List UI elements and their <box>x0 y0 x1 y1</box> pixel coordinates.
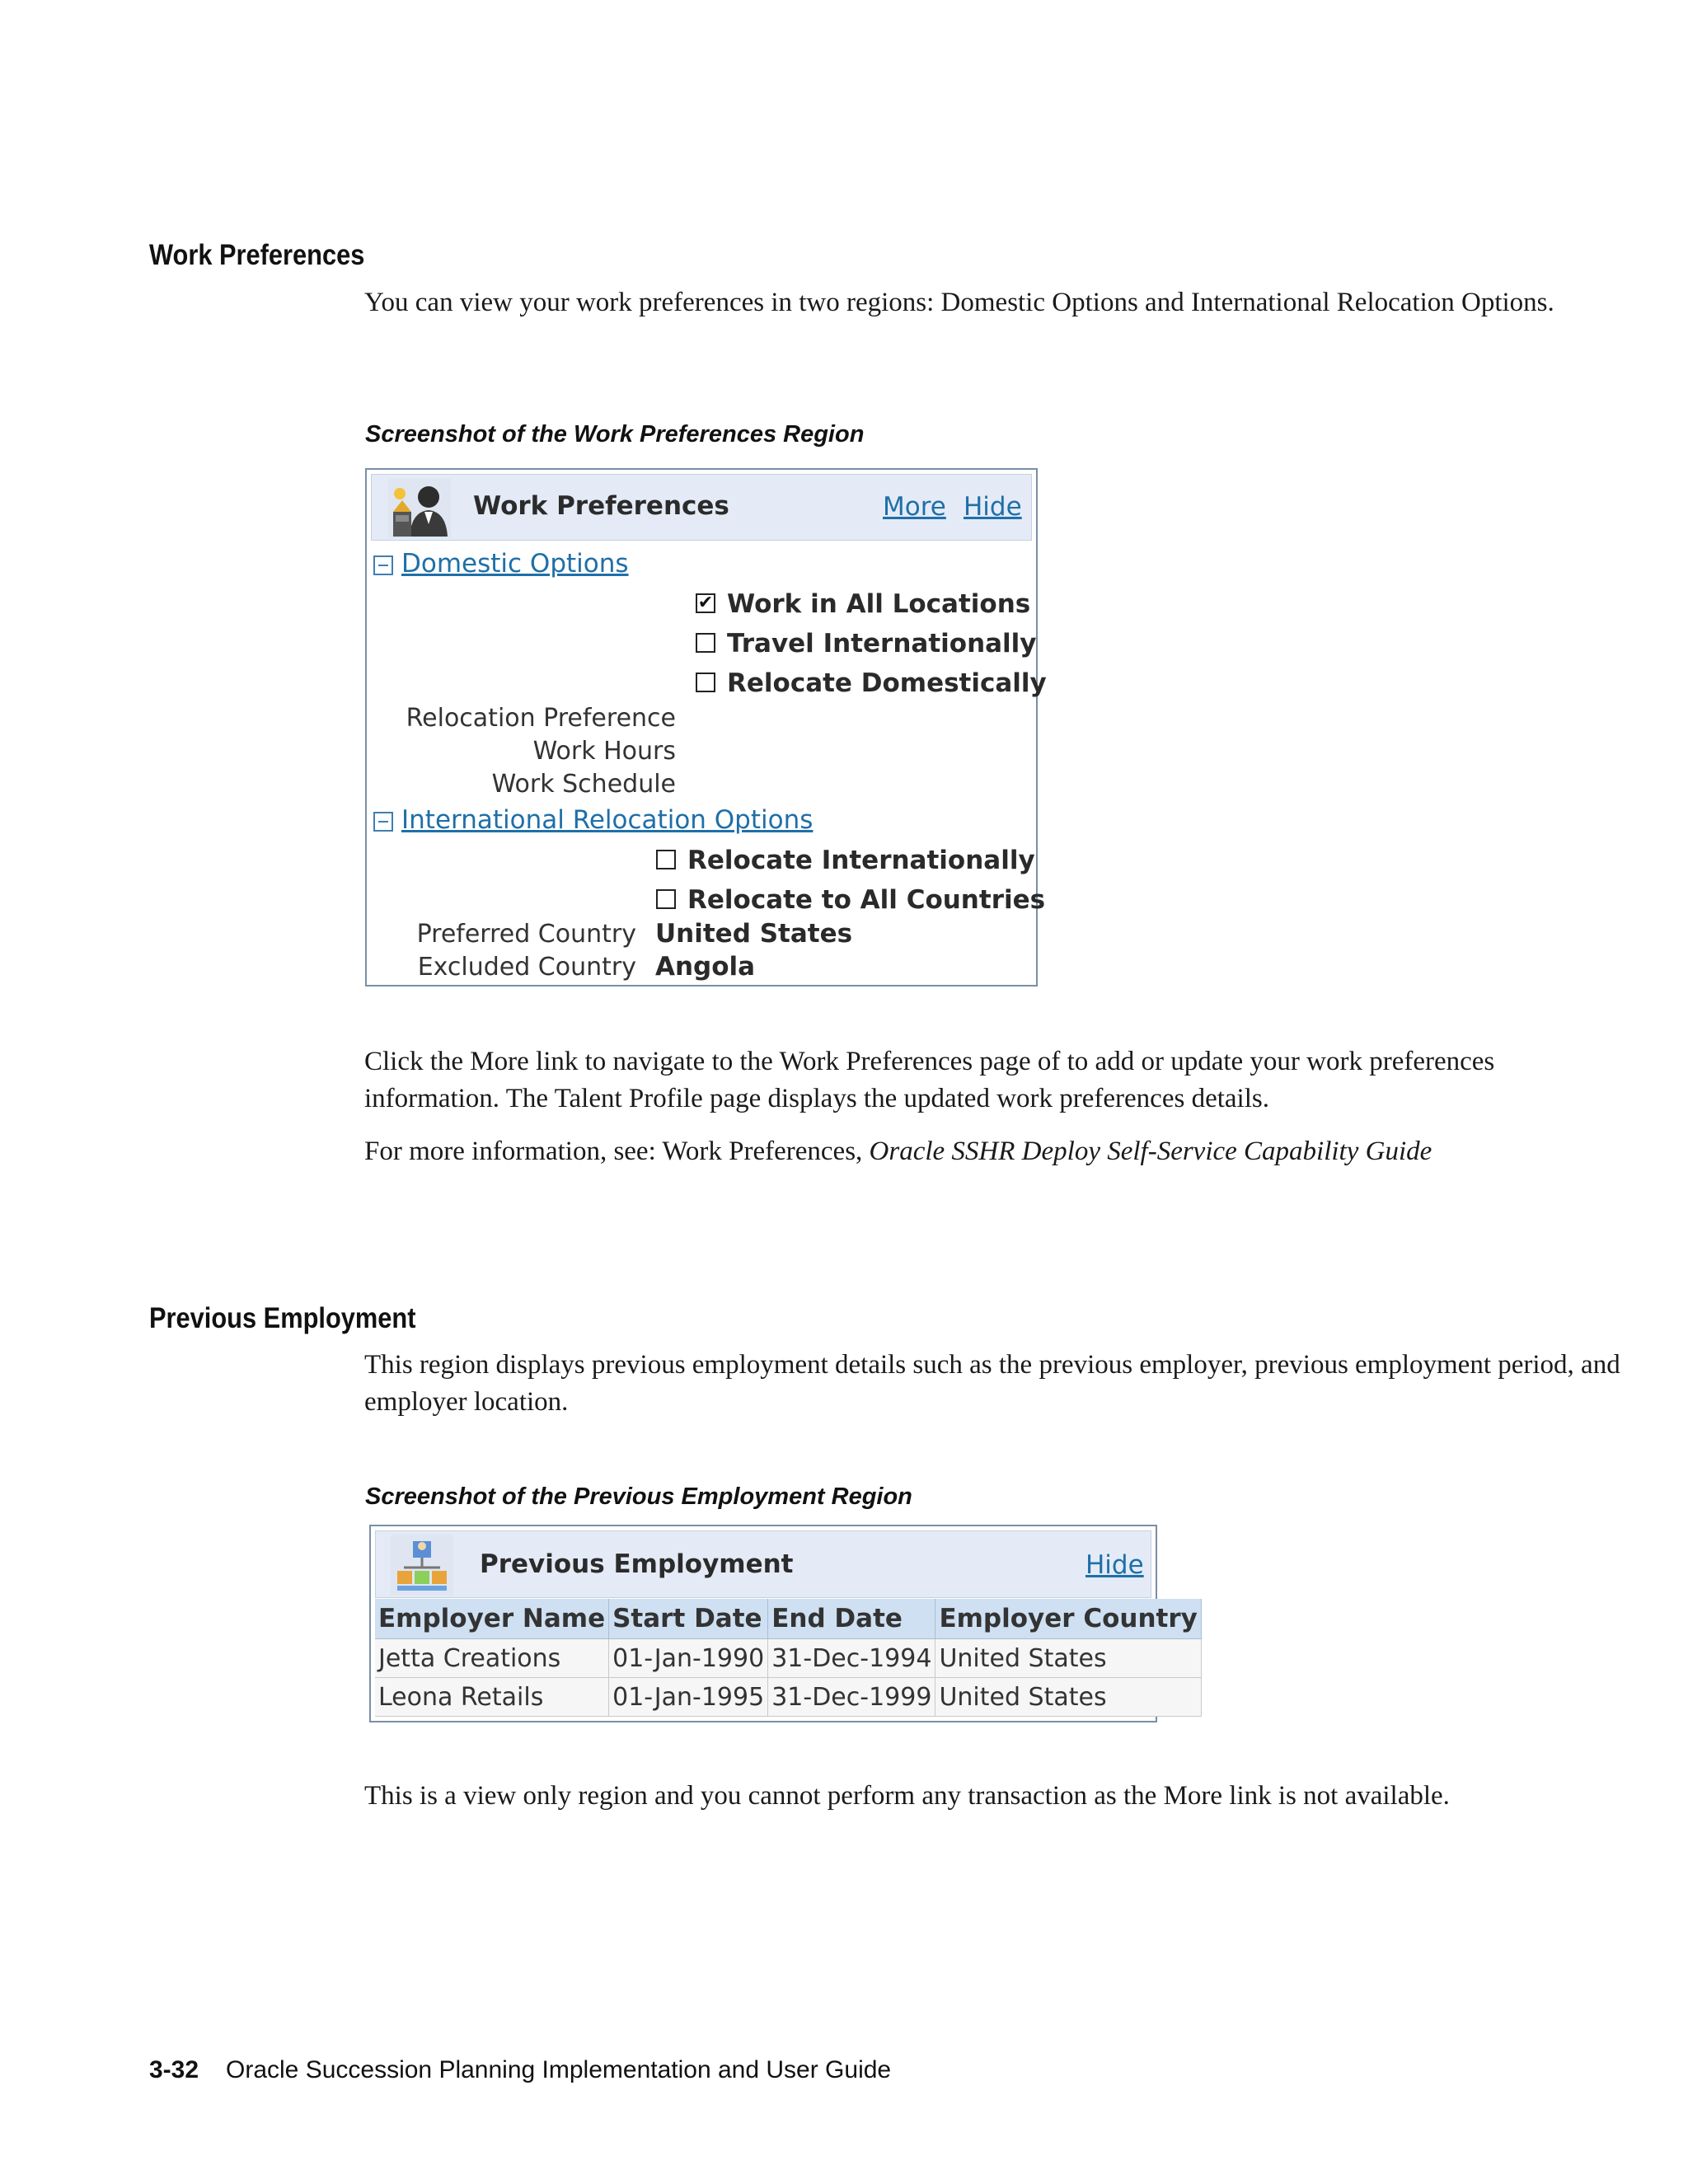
cell-start-date: 01-Jan-1995 <box>609 1678 768 1717</box>
previous-employment-table <box>375 1599 1202 1717</box>
region-header <box>375 1530 1151 1598</box>
field-value-preferred-country: United States <box>655 919 853 949</box>
field-label-preferred-country: Preferred Country <box>416 920 636 949</box>
international-relocation-options-link[interactable]: International Relocation Options <box>401 805 814 835</box>
checkbox-label-work-all-locations: Work in All Locations <box>727 589 1031 619</box>
page-number: 3-32 <box>149 2056 199 2083</box>
table-row <box>375 1678 1201 1717</box>
hide-link[interactable]: Hide <box>964 492 1022 522</box>
checkbox-label-travel-internationally: Travel Internationally <box>727 629 1037 658</box>
more-link-description: Click the More link to navigate to the Work Preferences page of to add or update your work preferences information. The Talent Profile page displays the updated work preferences details. <box>364 1047 1495 1113</box>
cell-employer-name: Jetta Creations <box>375 1639 609 1678</box>
checkbox-label-relocate-all-countries: Relocate to All Countries <box>687 885 1046 915</box>
more-information-reference <box>364 1133 1625 1170</box>
domestic-options-link[interactable]: Domestic Options <box>401 549 629 579</box>
field-label-work-hours: Work Hours <box>532 737 676 766</box>
checkbox-icon[interactable] <box>656 850 676 869</box>
table-header-row <box>375 1599 1201 1639</box>
section-heading-work-preferences: Work Preferences <box>149 239 365 271</box>
reference-guide-title: Oracle SSHR Deploy Self-Service Capability Guide <box>869 1137 1432 1166</box>
region-title: Work Preferences <box>473 491 729 521</box>
more-link[interactable]: More <box>883 492 946 522</box>
field-label-excluded-country: Excluded Country <box>417 953 636 982</box>
field-label-relocation-preference: Relocation Preference <box>406 704 676 733</box>
checkbox-icon[interactable] <box>696 673 715 692</box>
checkbox-label-relocate-internationally: Relocate Internationally <box>687 846 1035 875</box>
field-label-work-schedule: Work Schedule <box>491 770 676 799</box>
checkbox-icon[interactable] <box>696 593 715 613</box>
work-preferences-body <box>364 1043 1625 1186</box>
reference-prefix: For more information, see: Work Preferences, <box>364 1137 870 1166</box>
work-preferences-region <box>365 468 1047 987</box>
check-mark: ✔ <box>697 593 714 613</box>
column-header-start-date[interactable]: Start Date <box>609 1599 768 1639</box>
region-title: Previous Employment <box>480 1549 794 1579</box>
previous-employment-body <box>364 1778 1625 1830</box>
figure-caption-previous-employment: Screenshot of the Previous Employment Region <box>365 1483 912 1510</box>
region-header <box>371 474 1032 541</box>
hide-link[interactable]: Hide <box>1085 1550 1144 1580</box>
view-only-note: This is a view only region and you cannot perform any transaction as the More link is not available. <box>364 1781 1450 1811</box>
cell-employer-country: United States <box>935 1639 1201 1678</box>
cell-end-date: 31-Dec-1999 <box>768 1678 935 1717</box>
column-header-employer-name[interactable]: Employer Name <box>375 1599 609 1639</box>
intro-text: You can view your work preferences in two regions: Domestic Options and International Relocation Options. <box>364 288 1554 317</box>
previous-employment-intro <box>364 1347 1625 1436</box>
checkbox-icon[interactable] <box>656 889 676 909</box>
figure-caption-work-preferences: Screenshot of the Work Preferences Region <box>365 421 865 448</box>
cell-employer-name: Leona Retails <box>375 1678 609 1717</box>
work-preferences-intro <box>364 284 1625 337</box>
intro-text: This region displays previous employment details such as the previous employer, previous employment period, and employer location. <box>364 1350 1620 1417</box>
minus-box-icon[interactable] <box>373 812 393 832</box>
employment-network-icon <box>391 1535 453 1596</box>
cell-employer-country: United States <box>935 1678 1201 1717</box>
book-title: Oracle Succession Planning Implementation and User Guide <box>226 2056 892 2083</box>
cell-end-date: 31-Dec-1994 <box>768 1639 935 1678</box>
checkbox-label-relocate-domestically: Relocate Domestically <box>727 668 1047 698</box>
cell-start-date: 01-Jan-1990 <box>609 1639 768 1678</box>
field-value-excluded-country: Angola <box>655 952 756 982</box>
column-header-end-date[interactable]: End Date <box>768 1599 935 1639</box>
column-header-employer-country[interactable]: Employer Country <box>935 1599 1201 1639</box>
previous-employment-region <box>369 1525 1198 1722</box>
minus-box-icon[interactable] <box>373 555 393 575</box>
section-heading-previous-employment: Previous Employment <box>149 1302 416 1334</box>
person-preferences-icon <box>388 479 451 538</box>
table-row <box>375 1639 1201 1678</box>
checkbox-icon[interactable] <box>696 633 715 653</box>
